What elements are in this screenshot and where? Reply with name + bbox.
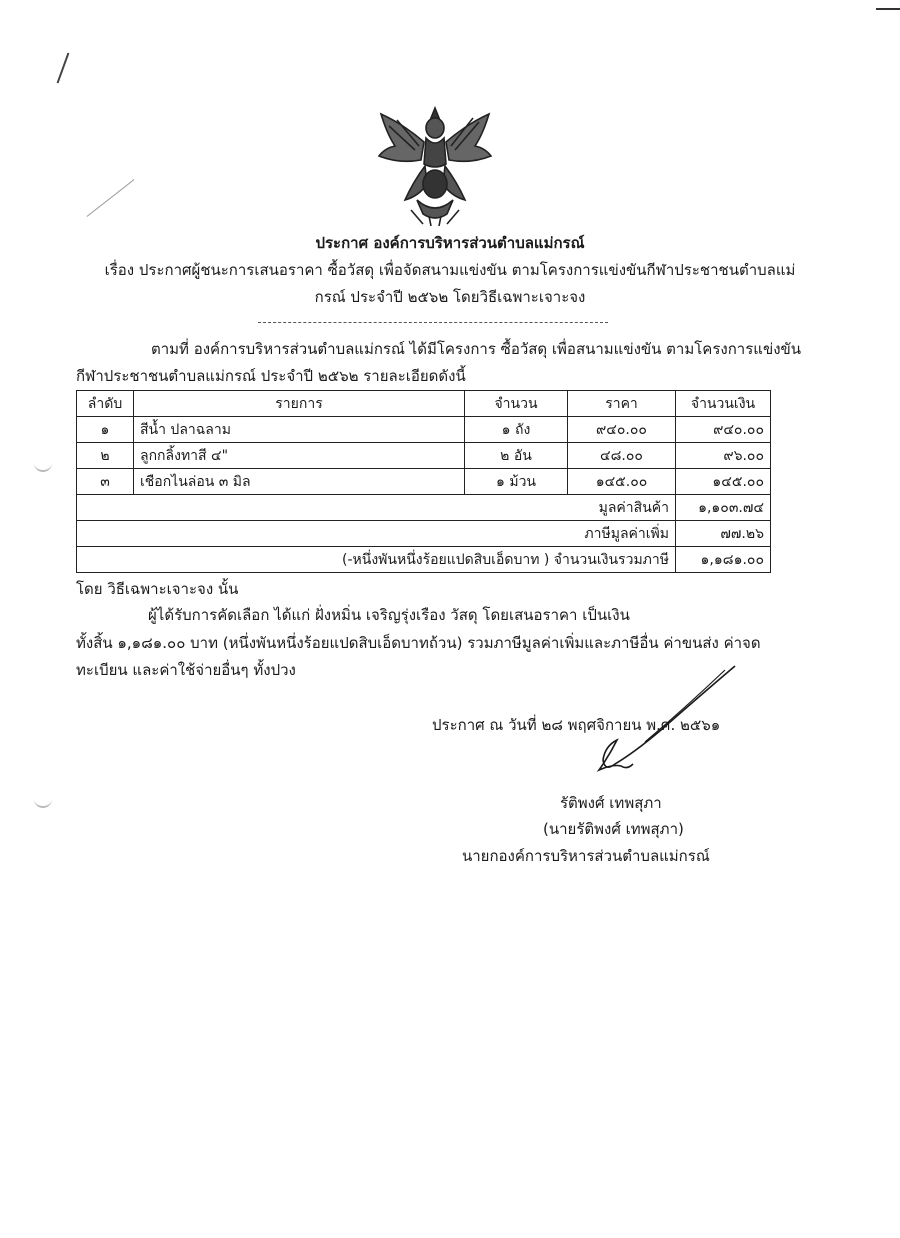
punch-hole-mark — [34, 460, 52, 472]
row-item: เชือกไนล่อน ๓ มิล — [134, 469, 465, 495]
winner-line-2: ทั้งสิ้น ๑,๑๘๑.๐๐ บาท (หนึ่งพันหนึ่งร้อยแปดสิบเอ็ดบาทถ้วน) รวมภาษีมูลค่าเพิ่มและภาษีอื่น ค่าขนส่ง ค่าจด — [76, 634, 761, 652]
vat-label: ภาษีมูลค่าเพิ่ม — [77, 521, 676, 547]
row-qty: ๑ ถัง — [465, 417, 568, 443]
subject-line-2: กรณ์ ประจำปี ๒๕๖๒ โดยวิธีเฉพาะเจาะจง — [314, 288, 586, 306]
header-price: ราคา — [568, 391, 676, 417]
row-price: ๙๔๐.๐๐ — [568, 417, 676, 443]
total-label: (-หนึ่งพันหนึ่งร้อยแปดสิบเอ็ดบาท ) จำนวนเงินรวมภาษี — [77, 547, 676, 573]
dashed-divider — [258, 322, 608, 323]
row-amount: ๙๖.๐๐ — [676, 443, 771, 469]
garuda-emblem — [375, 104, 495, 229]
table-row — [77, 469, 771, 495]
items-table — [76, 390, 771, 573]
row-amount: ๙๔๐.๐๐ — [676, 417, 771, 443]
announcement-date: ประกาศ ณ วันที่ ๒๘ พฤศจิกายน พ.ศ. ๒๕๖๑ — [432, 716, 721, 734]
winner-line-3: ทะเบียน และค่าใช้จ่ายอื่นๆ ทั้งปวง — [76, 661, 296, 679]
row-item: ลูกกลิ้งทาสี ๔" — [134, 443, 465, 469]
row-qty: ๒ อัน — [465, 443, 568, 469]
pen-mark — [57, 53, 70, 84]
subtotal-value: ๑,๑๐๓.๗๔ — [676, 495, 771, 521]
row-qty: ๑ ม้วน — [465, 469, 568, 495]
vat-row — [77, 521, 771, 547]
pen-mark — [87, 179, 135, 217]
subtotal-row — [77, 495, 771, 521]
signature-mark — [575, 660, 745, 785]
signer-name: รัติพงศ์ เทพสุภา — [560, 794, 662, 812]
intro-line-1: ตามที่ องค์การบริหารส่วนตำบลแม่กรณ์ ได้มีโครงการ ซื้อวัสดุ เพื่อสนามแข่งขัน ตามโครงการแข่งขัน — [151, 340, 802, 358]
signer-name-parenthesized: (นายรัติพงศ์ เทพสุภา) — [543, 820, 684, 838]
header-item: รายการ — [134, 391, 465, 417]
punch-hole-mark — [34, 796, 52, 808]
winner-line-1: ผู้ได้รับการคัดเลือก ได้แก่ ฝั่งหมิ่น เจริญรุ่งเรือง วัสดุ โดยเสนอราคา เป็นเงิน — [148, 606, 630, 624]
header-qty: จำนวน — [465, 391, 568, 417]
vat-value: ๗๗.๒๖ — [676, 521, 771, 547]
row-item: สีน้ำ ปลาฉลาม — [134, 417, 465, 443]
header-amount: จำนวนเงิน — [676, 391, 771, 417]
total-row — [77, 547, 771, 573]
row-price: ๔๘.๐๐ — [568, 443, 676, 469]
edge-mark — [876, 8, 900, 10]
row-no: ๑ — [77, 417, 134, 443]
table-row — [77, 443, 771, 469]
subtotal-label: มูลค่าสินค้า — [77, 495, 676, 521]
table-header-row — [77, 391, 771, 417]
row-amount: ๑๔๕.๐๐ — [676, 469, 771, 495]
announcement-title: ประกาศ องค์การบริหารส่วนตำบลแม่กรณ์ — [315, 234, 585, 252]
subject-line-1: เรื่อง ประกาศผู้ชนะการเสนอราคา ซื้อวัสดุ เพื่อจัดสนามแข่งขัน ตามโครงการแข่งขันกีฬาประชาชนตำบลแม่ — [104, 261, 796, 279]
method-text: โดย วิธีเฉพาะเจาะจง นั้น — [76, 580, 239, 598]
header-no: ลำดับ — [77, 391, 134, 417]
row-no: ๒ — [77, 443, 134, 469]
total-value: ๑,๑๘๑.๐๐ — [676, 547, 771, 573]
table-row — [77, 417, 771, 443]
signer-position: นายกองค์การบริหารส่วนตำบลแม่กรณ์ — [462, 847, 710, 865]
intro-line-2: กีฬาประชาชนตำบลแม่กรณ์ ประจำปี ๒๕๖๒ รายละเอียดดังนี้ — [76, 367, 466, 385]
row-no: ๓ — [77, 469, 134, 495]
row-price: ๑๔๕.๐๐ — [568, 469, 676, 495]
